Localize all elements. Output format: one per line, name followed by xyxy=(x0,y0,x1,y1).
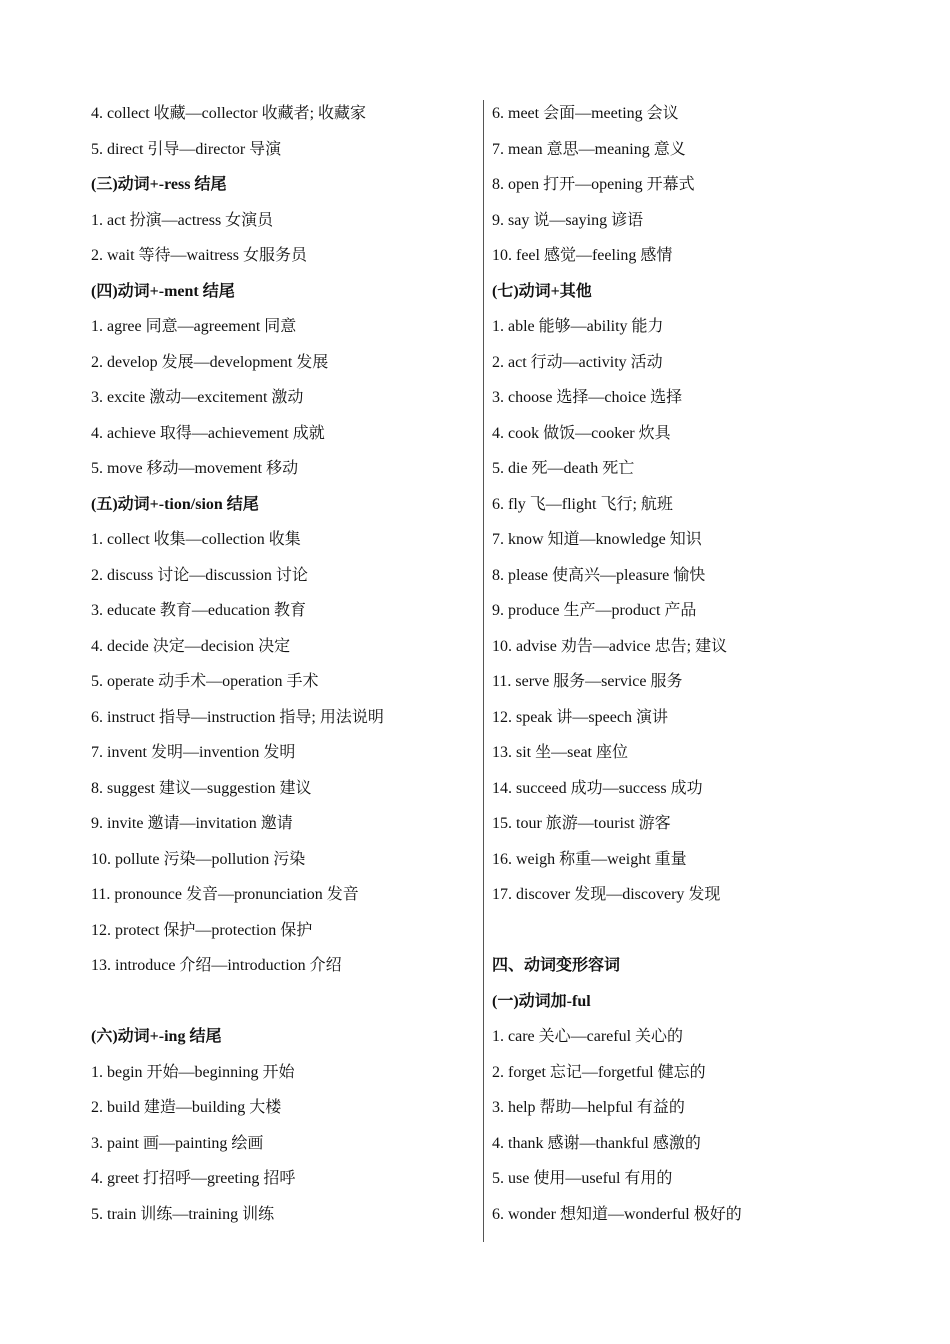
right-vocab-item: 5. die 死—death 死亡 xyxy=(492,460,635,477)
left-vocab-item: 10. pollute 污染—pollution 污染 xyxy=(91,850,306,868)
left-vocab-item: 3. excite 激动—excitement 激动 xyxy=(91,389,304,406)
left-vocab-item: 4. collect 收藏—collector 收藏者; 收藏家 xyxy=(91,105,367,122)
right-vocab-item: 5. use 使用—useful 有用的 xyxy=(492,1170,673,1187)
left-section-heading: (五)动词+-tion/sion 结尾 xyxy=(91,495,259,513)
left-blank-line xyxy=(91,984,476,1020)
left-vocab-item: 3. educate 教育—education 教育 xyxy=(91,602,307,619)
left-vocab-item: 2. wait 等待—waitress 女服务员 xyxy=(91,247,307,264)
right-vocab-item: 2. act 行动—activity 活动 xyxy=(492,353,663,371)
left-vocab-item: 2. develop 发展—development 发展 xyxy=(91,353,329,371)
right-vocab-item: 14. succeed 成功—success 成功 xyxy=(492,779,703,797)
right-vocab-item: 3. help 帮助—helpful 有益的 xyxy=(492,1099,685,1116)
left-vocab-item: 1. agree 同意—agreement 同意 xyxy=(91,318,297,335)
left-vocab-item: 7. invent 发明—invention 发明 xyxy=(91,744,296,761)
right-vocab-item: 4. thank 感谢—thankful 感激的 xyxy=(492,1134,701,1152)
right-section-heading: (一)动词加-ful xyxy=(492,992,591,1010)
left-vocab-item: 5. train 训练—training 训练 xyxy=(91,1205,275,1223)
left-vocab-item: 12. protect 保护—protection 保护 xyxy=(91,921,313,939)
left-section-heading: (三)动词+-ress 结尾 xyxy=(91,176,227,193)
right-vocab-item: 13. sit 坐—seat 座位 xyxy=(492,744,628,761)
right-blank-line xyxy=(492,913,892,949)
right-section-heading: (七)动词+其他 xyxy=(492,282,592,300)
right-vocab-item: 7. know 知道—knowledge 知识 xyxy=(492,531,702,548)
right-vocab-item: 4. cook 做饭—cooker 炊具 xyxy=(492,424,671,442)
right-vocab-item: 10. feel 感觉—feeling 感情 xyxy=(492,247,673,264)
right-vocab-item: 6. fly 飞—flight 飞行; 航班 xyxy=(492,495,673,513)
right-vocab-item: 17. discover 发现—discovery 发现 xyxy=(492,886,721,903)
left-vocab-item: 4. decide 决定—decision 决定 xyxy=(91,637,291,655)
right-section-heading: 四、动词变形容词 xyxy=(492,957,621,974)
right-vocab-item: 8. please 使高兴—pleasure 愉快 xyxy=(492,566,706,584)
left-vocab-item: 2. build 建造—building 大楼 xyxy=(91,1099,282,1116)
right-vocab-item: 1. able 能够—ability 能力 xyxy=(492,318,664,335)
left-section-heading: (六)动词+-ing 结尾 xyxy=(91,1028,222,1045)
right-vocab-item: 9. produce 生产—product 产品 xyxy=(492,602,697,619)
left-vocab-item: 9. invite 邀请—invitation 邀请 xyxy=(91,815,293,832)
right-vocab-item: 6. wonder 想知道—wonderful 极好的 xyxy=(492,1205,742,1223)
right-vocab-item: 12. speak 讲—speech 演讲 xyxy=(492,708,668,726)
right-vocab-item: 1. care 关心—careful 关心的 xyxy=(492,1028,684,1045)
right-vocab-item: 8. open 打开—opening 开幕式 xyxy=(492,176,695,193)
right-vocab-item: 15. tour 旅游—tourist 游客 xyxy=(492,815,671,832)
left-vocab-item: 1. act 扮演—actress 女演员 xyxy=(91,211,274,229)
right-vocab-item: 10. advise 劝告—advice 忠告; 建议 xyxy=(492,637,728,655)
left-section-heading: (四)动词+-ment 结尾 xyxy=(91,282,235,300)
right-column xyxy=(492,96,892,1232)
left-vocab-item: 2. discuss 讨论—discussion 讨论 xyxy=(91,566,308,584)
left-vocab-item: 5. direct 引导—director 导演 xyxy=(91,140,282,158)
left-vocab-item: 5. operate 动手术—operation 手术 xyxy=(91,673,319,690)
right-vocab-item: 9. say 说—saying 谚语 xyxy=(492,211,644,229)
right-vocab-item: 11. serve 服务—service 服务 xyxy=(492,673,683,690)
right-vocab-item: 7. mean 意思—meaning 意义 xyxy=(492,140,686,158)
left-vocab-item: 4. achieve 取得—achievement 成就 xyxy=(91,424,325,442)
left-vocab-item: 11. pronounce 发音—pronunciation 发音 xyxy=(91,886,359,903)
right-vocab-item: 6. meet 会面—meeting 会议 xyxy=(492,105,679,122)
left-vocab-item: 4. greet 打招呼—greeting 招呼 xyxy=(91,1170,296,1187)
left-vocab-item: 1. begin 开始—beginning 开始 xyxy=(91,1063,295,1081)
right-vocab-item: 3. choose 选择—choice 选择 xyxy=(492,389,683,406)
left-vocab-item: 5. move 移动—movement 移动 xyxy=(91,460,299,477)
left-vocab-item: 13. introduce 介绍—introduction 介绍 xyxy=(91,957,342,974)
left-vocab-item: 8. suggest 建议—suggestion 建议 xyxy=(91,779,312,797)
left-vocab-item: 6. instruct 指导—instruction 指导; 用法说明 xyxy=(91,708,384,726)
left-vocab-item: 1. collect 收集—collection 收集 xyxy=(91,531,301,548)
column-divider xyxy=(483,100,484,1242)
left-column xyxy=(91,96,476,1232)
right-vocab-item: 2. forget 忘记—forgetful 健忘的 xyxy=(492,1063,706,1081)
left-vocab-item: 3. paint 画—painting 绘画 xyxy=(91,1134,264,1152)
right-vocab-item: 16. weigh 称重—weight 重量 xyxy=(492,850,687,868)
